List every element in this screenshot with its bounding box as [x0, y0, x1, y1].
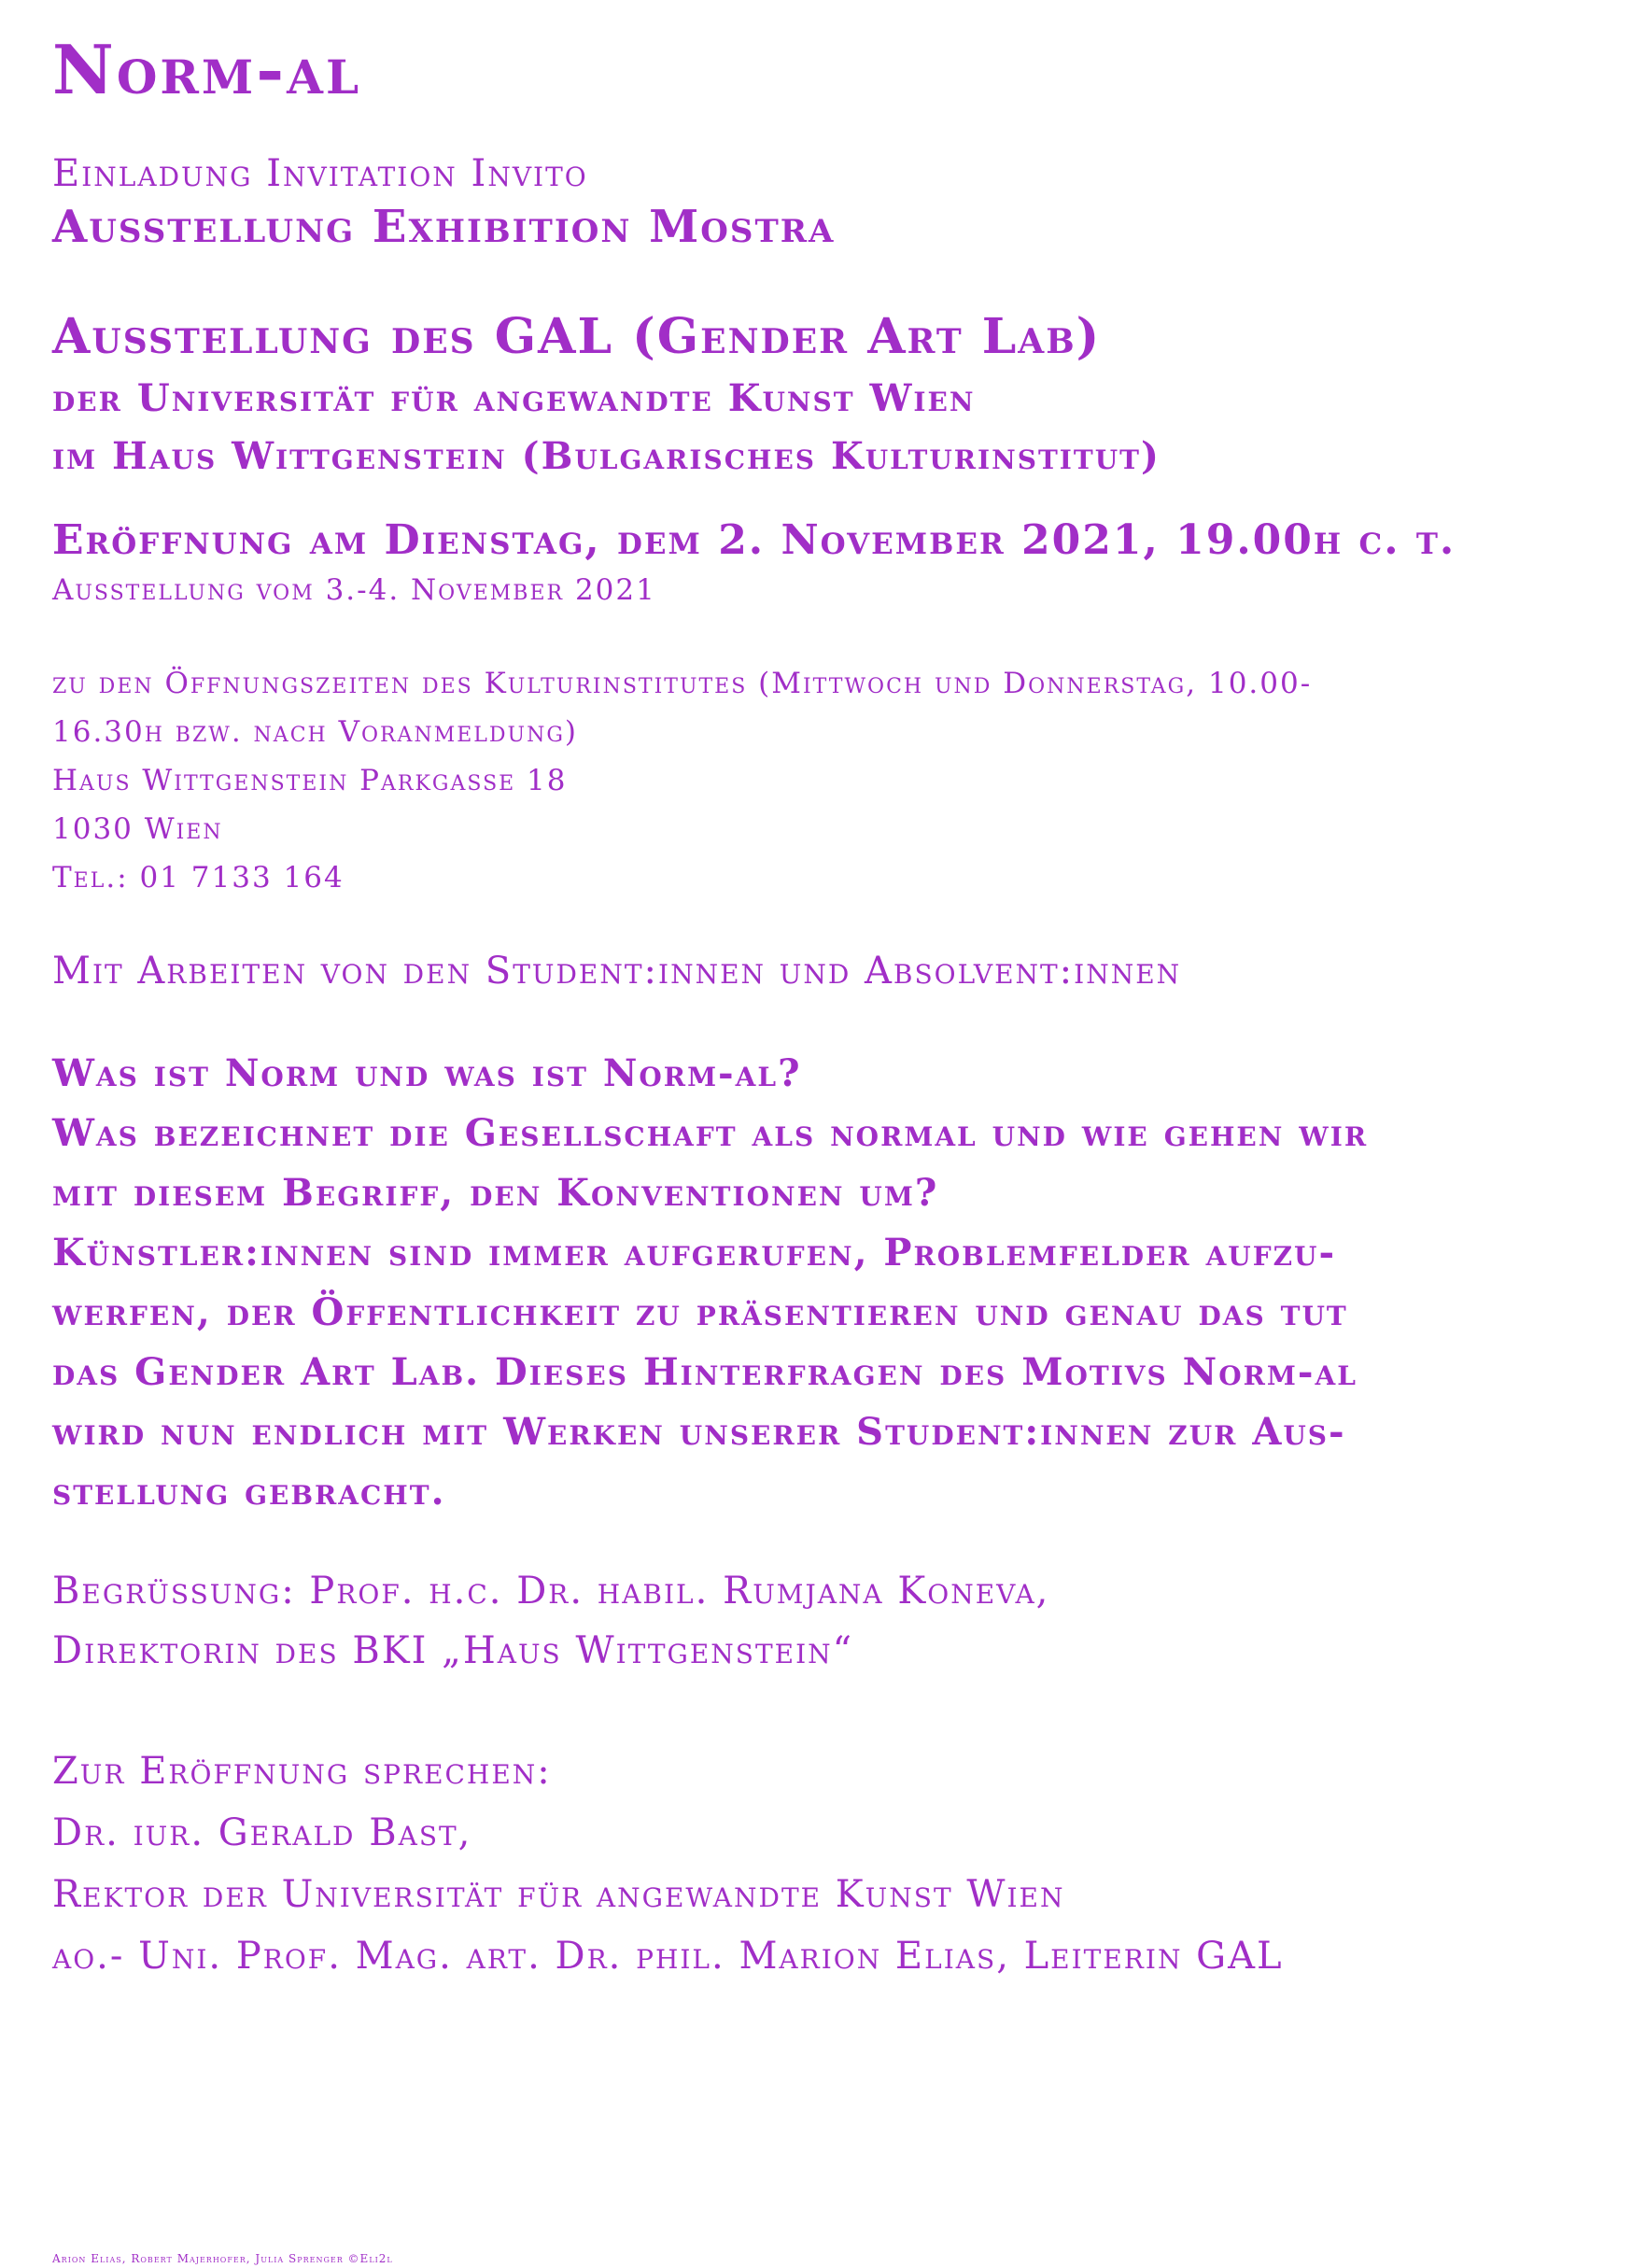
- footer-credits: Arion Elias, Robert Majerhofer, Julia Sprenger ©Eli2l: [52, 2252, 393, 2265]
- invitation-languages: Einladung Invitation Invito: [52, 152, 588, 195]
- greeting-line: Begrüssung: Prof. h.c. Dr. habil. Rumjana Koneva,: [52, 1570, 1050, 1613]
- speakers-heading: Zur Eröffnung sprechen:: [52, 1750, 552, 1793]
- heading-main: Ausstellung des GAL (Gender Art Lab): [52, 308, 1102, 365]
- speaker-line: Rektor der Universität für angewandte Kunst Wien: [52, 1873, 1065, 1916]
- venue-info: [52, 659, 1583, 902]
- heading-university: der Universität für angewandte Kunst Wien: [52, 376, 976, 420]
- artists-line: Mit Arbeiten von den Student:innen und Absolvent:innen: [52, 950, 1182, 993]
- question-line: mit diesem Begriff, den Konventionen um?: [52, 1171, 939, 1215]
- exhibition-dates: Ausstellung vom 3.-4. November 2021: [52, 573, 656, 607]
- question-line: Was ist Norm und was ist Norm-al?: [52, 1051, 802, 1095]
- question-line: das Gender Art Lab. Dieses Hinterfragen des Motivs Norm-al: [52, 1350, 1358, 1394]
- question-line: Was bezeichnet die Gesellschaft als normal und wie gehen wir: [52, 1111, 1369, 1155]
- invitation-block: [52, 149, 1583, 256]
- page-title: Norm-al: [52, 30, 362, 109]
- heading-venue: im Haus Wittgenstein (Bulgarisches Kulturinstitut): [52, 434, 1161, 478]
- greeting-block: [52, 1561, 1583, 1681]
- exhibition-heading: [52, 304, 1583, 486]
- info-line-hours: zu den Öffnungszeiten des Kulturinstitutes (Mittwoch und Donnerstag, 10.00-: [52, 667, 1313, 700]
- info-line-hours-cont: 16.30h bzw. nach Voranmeldung): [52, 715, 578, 749]
- speakers-block: [52, 1740, 1583, 1987]
- question-line: werfen, der Öffentlichkeit zu präsentieren und genau das tut: [52, 1290, 1348, 1334]
- info-line-phone: Tel.: 01 7133 164: [52, 861, 345, 895]
- question-line: Künstler:innen sind immer aufgerufen, Problemfelder aufzu-: [52, 1231, 1337, 1275]
- question-paragraph: [52, 1044, 1583, 1522]
- exhibition-languages: Ausstellung Exhibition Mostra: [52, 201, 836, 253]
- question-line: stellung gebracht.: [52, 1470, 446, 1514]
- info-line-address: Haus Wittgenstein Parkgasse 18: [52, 764, 568, 797]
- greeting-line: Direktorin des BKI „Haus Wittgenstein“: [52, 1629, 854, 1672]
- invitation-document: [52, 28, 1583, 1987]
- info-line-city: 1030 Wien: [52, 812, 223, 846]
- question-line: wird nun endlich mit Werken unserer Student:innen zur Aus-: [52, 1410, 1346, 1454]
- opening-date: Eröffnung am Dienstag, dem 2. November 2021, 19.00h c. t.: [52, 516, 1456, 564]
- speaker-line: ao.- Uni. Prof. Mag. art. Dr. phil. Marion Elias, Leiterin GAL: [52, 1935, 1284, 1978]
- speaker-line: Dr. iur. Gerald Bast,: [52, 1811, 472, 1854]
